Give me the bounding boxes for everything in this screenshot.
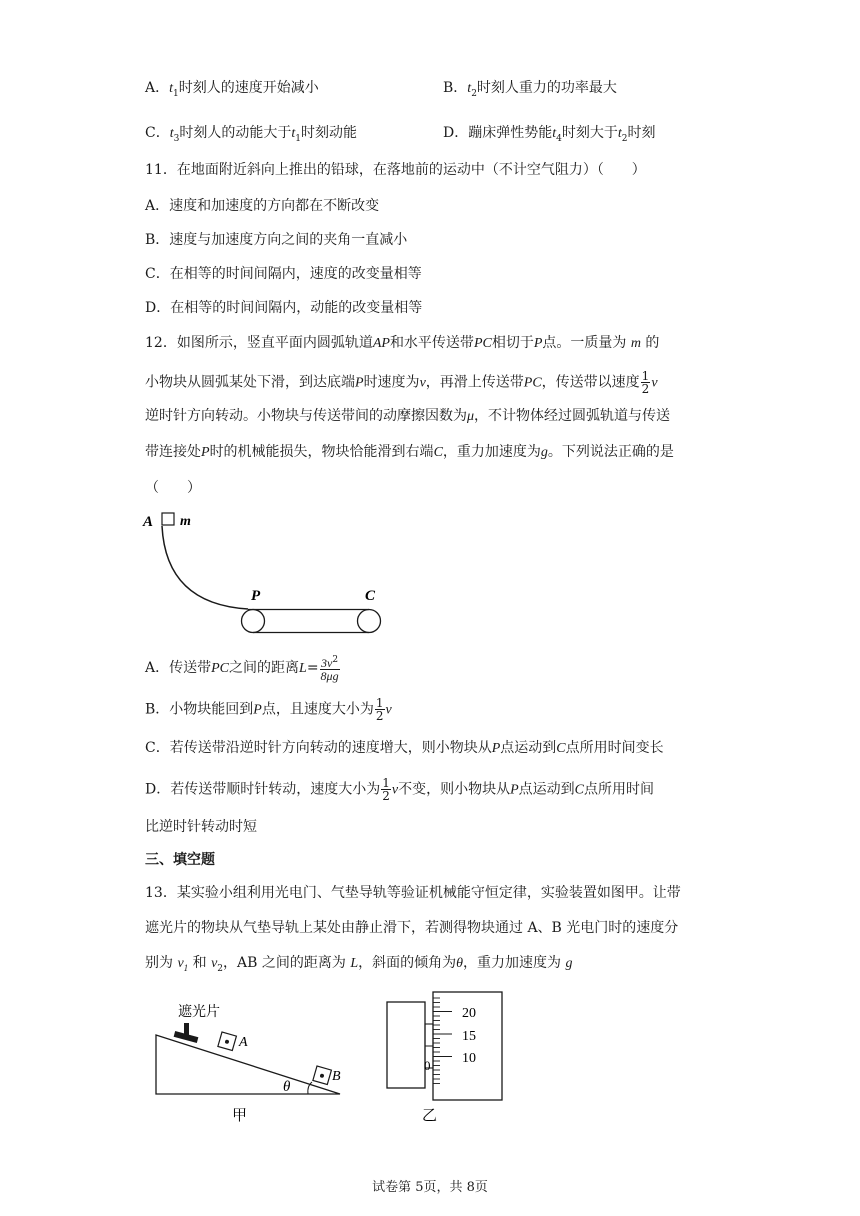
q11-option-d: D．在相等的时间间隔内，动能的改变量相等 xyxy=(145,300,423,316)
gate-a xyxy=(218,1032,237,1051)
q12-option-b: B．小物块能回到P点，且速度大小为 $\frac{1}{2}$ v xyxy=(145,696,392,723)
micrometer-frame xyxy=(387,1002,425,1088)
q11-option-b: B．速度与加速度方向之间的夹角一直减小 xyxy=(145,232,408,248)
q12-line-4: 带连接处P时的机械能损失，物块恰能滑到右端C，重力加速度为g。下列说法正确的是 xyxy=(145,444,674,460)
q12-option-d: D．若传送带顺时针转动，速度大小为 $\frac{1}{2}$ v不变，则小物块从P点运动到C点所用时间 xyxy=(145,776,654,803)
q13-figure-jia xyxy=(150,1000,350,1130)
incline xyxy=(156,1035,340,1094)
q11-option-c: C．在相等的时间间隔内，速度的改变量相等 xyxy=(145,266,422,282)
q13-line-2: 遮光片的物块从气垫导轨上某处由静止滑下，若测得物块通过 A、B 光电门时的速度分 xyxy=(145,920,679,936)
q10-option-a: A．$t_1$时刻人的速度开始减小 xyxy=(145,80,319,99)
label-a: A xyxy=(239,1035,248,1050)
q12-option-a: A．传送带PC之间的距离L= $\frac{3v^2}{8\mu g}$ xyxy=(145,655,339,683)
gate-b xyxy=(313,1066,332,1085)
arc-track xyxy=(162,526,248,609)
q10-option-c: C．$t_3$时刻人的动能大于$t_1$时刻动能 xyxy=(145,125,357,144)
sleeve-zero: 0 xyxy=(424,1058,431,1073)
block-m xyxy=(162,513,174,525)
scale-10: 10 xyxy=(462,1051,476,1066)
fig-label-c: C xyxy=(365,588,376,604)
page-footer: 试卷第 5页，共 8页 xyxy=(372,1180,488,1195)
label-jia: 甲 xyxy=(232,1108,248,1124)
q13-line-3: 别为 $v_1$ 和 $v_2$，AB 之间的距离为 L，斜面的倾角为θ，重力加速度为 g xyxy=(145,955,573,974)
q11-option-a: A．速度和加速度的方向都在不断改变 xyxy=(145,198,380,214)
label-theta: θ xyxy=(283,1079,291,1095)
q12-option-d-cont: 比逆时针转动时短 xyxy=(145,819,257,835)
section-heading: 三、填空题 xyxy=(145,852,215,868)
q12-figure xyxy=(140,508,390,638)
right-roller xyxy=(358,610,381,633)
q13-line-1: 13．某实验小组利用光电门、气垫导轨等验证机械能守恒定律，实验装置如图甲。让带 xyxy=(145,885,681,901)
fig-label-m: m xyxy=(180,514,191,529)
q13-figure-yi xyxy=(380,986,510,1126)
scale-20: 20 xyxy=(462,1006,476,1021)
thimble-ticks xyxy=(433,998,452,1084)
left-roller xyxy=(242,610,265,633)
fig-label-p: P xyxy=(251,588,261,604)
q12-line-3: 逆时针方向转动。小物块与传送带间的动摩擦因数为μ，不计物体经过圆弧轨道与传送 xyxy=(145,408,671,424)
label-b: B xyxy=(332,1069,341,1084)
label-yi: 乙 xyxy=(422,1108,438,1124)
q12-option-c: C．若传送带沿逆时针方向转动的速度增大，则小物块从P点运动到C点所用时间变长 xyxy=(145,740,664,756)
q12-line-2: 小物块从圆弧某处下滑，到达底端P时速度为v，再滑上传送带PC，传送带以速度 $\frac{1}{2}$ v xyxy=(145,369,658,396)
label-shade: 遮光片 xyxy=(178,1005,220,1020)
q11-stem: 11．在地面附近斜向上推出的铅球，在落地前的运动中（不计空气阻力）（ ） xyxy=(145,162,646,178)
q12-line-5: （ ） xyxy=(145,480,201,496)
scale-15: 15 xyxy=(462,1029,476,1044)
fig-label-a: A xyxy=(143,514,154,530)
q10-option-b: B．$t_2$时刻人重力的功率最大 xyxy=(443,80,617,99)
q10-option-d: D．蹦床弹性势能$t_4$时刻大于$t_2$时刻 xyxy=(443,125,656,144)
q12-line-1: 12．如图所示，竖直平面内圆弧轨道AP和水平传送带PC相切于P点。一质量为 m 的 xyxy=(145,335,660,351)
